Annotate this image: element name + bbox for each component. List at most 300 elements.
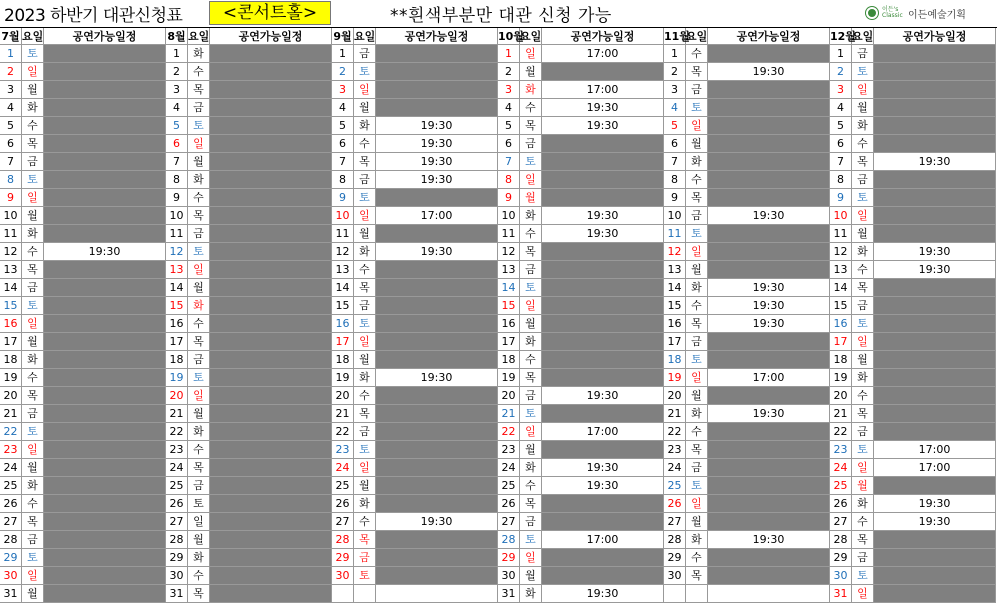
available-slot[interactable]: 19:30 — [542, 99, 664, 117]
month-column — [830, 28, 996, 603]
weekday-cell: 목 — [188, 207, 210, 225]
date-cell: 29 — [664, 549, 686, 567]
table-row — [830, 171, 996, 189]
unavailable-slot — [542, 261, 664, 279]
slot-header: 공연가능일정 — [44, 28, 166, 45]
weekday-cell: 월 — [686, 513, 708, 531]
table-row — [0, 477, 166, 495]
unavailable-slot — [44, 477, 166, 495]
date-cell: 16 — [498, 315, 520, 333]
table-row — [498, 531, 664, 549]
unavailable-slot — [874, 297, 996, 315]
weekday-cell: 금 — [852, 423, 874, 441]
date-cell: 1 — [332, 45, 354, 63]
available-slot[interactable]: 17:00 — [542, 531, 664, 549]
unavailable-slot — [210, 81, 332, 99]
unavailable-slot — [210, 171, 332, 189]
unavailable-slot — [708, 477, 830, 495]
date-cell: 15 — [498, 297, 520, 315]
table-row — [498, 423, 664, 441]
weekday-cell: 금 — [686, 207, 708, 225]
date-cell: 15 — [830, 297, 852, 315]
unavailable-slot — [210, 423, 332, 441]
date-cell: 4 — [498, 99, 520, 117]
unavailable-slot — [44, 567, 166, 585]
weekday-cell: 일 — [520, 171, 542, 189]
table-row — [664, 135, 830, 153]
table-row — [830, 189, 996, 207]
available-slot[interactable]: 17:00 — [708, 369, 830, 387]
available-slot[interactable]: 19:30 — [542, 207, 664, 225]
date-cell: 28 — [664, 531, 686, 549]
table-row — [498, 315, 664, 333]
unavailable-slot — [376, 477, 498, 495]
table-row — [332, 531, 498, 549]
date-cell: 6 — [664, 135, 686, 153]
date-cell: 30 — [830, 567, 852, 585]
weekday-cell: 수 — [520, 99, 542, 117]
date-cell: 6 — [498, 135, 520, 153]
month-header: 7월 — [0, 28, 22, 45]
table-row — [664, 171, 830, 189]
weekday-cell: 토 — [22, 297, 44, 315]
table-row — [0, 423, 166, 441]
unavailable-slot — [376, 99, 498, 117]
unavailable-slot — [874, 189, 996, 207]
date-cell: 6 — [0, 135, 22, 153]
table-row — [664, 477, 830, 495]
date-cell: 22 — [332, 423, 354, 441]
date-cell: 17 — [0, 333, 22, 351]
table-row — [166, 99, 332, 117]
unavailable-slot — [210, 63, 332, 81]
table-row — [0, 225, 166, 243]
table-row — [166, 63, 332, 81]
available-slot[interactable]: 19:30 — [376, 153, 498, 171]
table-row — [0, 369, 166, 387]
table-row — [166, 423, 332, 441]
weekday-cell: 일 — [852, 207, 874, 225]
table-row — [664, 63, 830, 81]
available-slot[interactable]: 19:30 — [708, 297, 830, 315]
weekday-cell: 목 — [188, 585, 210, 603]
weekday-cell: 화 — [686, 153, 708, 171]
table-row — [830, 549, 996, 567]
weekday-cell: 금 — [520, 513, 542, 531]
weekday-cell: 화 — [188, 549, 210, 567]
unavailable-slot — [210, 333, 332, 351]
table-row — [664, 99, 830, 117]
weekday-cell: 금 — [686, 81, 708, 99]
available-slot[interactable]: 19:30 — [874, 261, 996, 279]
table-row — [498, 585, 664, 603]
table-row — [830, 117, 996, 135]
date-cell: 10 — [664, 207, 686, 225]
date-cell: 27 — [830, 513, 852, 531]
available-slot[interactable]: 19:30 — [376, 243, 498, 261]
weekday-cell: 목 — [354, 531, 376, 549]
table-row — [0, 297, 166, 315]
table-row — [664, 549, 830, 567]
date-cell: 24 — [830, 459, 852, 477]
table-row — [332, 261, 498, 279]
weekday-cell: 목 — [852, 531, 874, 549]
weekday-cell: 월 — [520, 189, 542, 207]
weekday-cell: 일 — [686, 117, 708, 135]
table-row — [0, 531, 166, 549]
unavailable-slot — [708, 423, 830, 441]
slot-header: 공연가능일정 — [708, 28, 830, 45]
weekday-cell: 일 — [520, 423, 542, 441]
table-row — [0, 207, 166, 225]
table-row — [830, 567, 996, 585]
available-slot[interactable] — [708, 585, 830, 603]
date-cell: 2 — [0, 63, 22, 81]
weekday-cell: 금 — [354, 171, 376, 189]
available-slot[interactable]: 19:30 — [542, 225, 664, 243]
date-cell: 7 — [166, 153, 188, 171]
weekday-cell: 토 — [852, 63, 874, 81]
date-cell: 3 — [498, 81, 520, 99]
date-cell: 5 — [332, 117, 354, 135]
available-slot[interactable]: 17:00 — [874, 441, 996, 459]
weekday-cell: 일 — [852, 459, 874, 477]
date-cell: 25 — [0, 477, 22, 495]
date-cell: 6 — [166, 135, 188, 153]
date-cell: 3 — [830, 81, 852, 99]
table-row — [332, 387, 498, 405]
date-cell: 16 — [166, 315, 188, 333]
unavailable-slot — [210, 243, 332, 261]
table-row — [166, 297, 332, 315]
weekday-cell: 수 — [188, 63, 210, 81]
date-cell: 16 — [830, 315, 852, 333]
date-cell: 21 — [498, 405, 520, 423]
date-cell: 30 — [0, 567, 22, 585]
table-row — [664, 81, 830, 99]
weekday-cell: 금 — [22, 279, 44, 297]
weekday-cell: 수 — [188, 567, 210, 585]
weekday-cell: 수 — [520, 351, 542, 369]
weekday-cell: 화 — [686, 405, 708, 423]
table-row — [166, 333, 332, 351]
weekday-cell: 일 — [188, 387, 210, 405]
unavailable-slot — [708, 567, 830, 585]
weekday-cell: 목 — [354, 153, 376, 171]
date-cell: 16 — [332, 315, 354, 333]
table-row — [332, 585, 498, 603]
table-row — [830, 333, 996, 351]
table-row — [0, 243, 166, 261]
logo-mark-icon — [866, 7, 878, 19]
weekday-cell: 화 — [686, 531, 708, 549]
weekday-cell: 화 — [188, 45, 210, 63]
date-cell: 13 — [166, 261, 188, 279]
date-cell: 1 — [830, 45, 852, 63]
unavailable-slot — [874, 387, 996, 405]
table-row — [498, 189, 664, 207]
unavailable-slot — [874, 585, 996, 603]
unavailable-slot — [44, 369, 166, 387]
unavailable-slot — [708, 441, 830, 459]
weekday-cell: 토 — [686, 351, 708, 369]
unavailable-slot — [874, 351, 996, 369]
table-row — [166, 45, 332, 63]
table-row — [166, 405, 332, 423]
unavailable-slot — [542, 153, 664, 171]
available-slot[interactable]: 19:30 — [542, 477, 664, 495]
date-cell: 19 — [0, 369, 22, 387]
weekday-cell: 월 — [354, 351, 376, 369]
weekday-cell: 토 — [354, 567, 376, 585]
table-row — [498, 477, 664, 495]
weekday-cell: 일 — [852, 585, 874, 603]
weekday-cell: 목 — [852, 405, 874, 423]
date-cell: 8 — [830, 171, 852, 189]
table-row — [332, 279, 498, 297]
table-row — [498, 81, 664, 99]
unavailable-slot — [542, 549, 664, 567]
available-slot[interactable]: 19:30 — [542, 387, 664, 405]
available-slot[interactable]: 19:30 — [874, 243, 996, 261]
available-slot[interactable]: 19:30 — [376, 171, 498, 189]
table-row — [332, 405, 498, 423]
date-cell: 17 — [332, 333, 354, 351]
available-slot[interactable]: 19:30 — [874, 495, 996, 513]
weekday-cell: 토 — [852, 567, 874, 585]
table-row — [166, 171, 332, 189]
date-cell: 3 — [332, 81, 354, 99]
weekday-cell: 화 — [354, 117, 376, 135]
unavailable-slot — [874, 117, 996, 135]
table-row — [332, 243, 498, 261]
table-row — [498, 171, 664, 189]
company-logo — [866, 4, 966, 22]
table-row — [0, 567, 166, 585]
weekday-cell: 토 — [520, 531, 542, 549]
unavailable-slot — [542, 333, 664, 351]
unavailable-slot — [44, 351, 166, 369]
weekday-cell: 수 — [354, 261, 376, 279]
day-header: 요일 — [686, 30, 708, 43]
date-cell: 9 — [166, 189, 188, 207]
available-slot[interactable]: 19:30 — [708, 207, 830, 225]
unavailable-slot — [708, 171, 830, 189]
table-row — [830, 63, 996, 81]
unavailable-slot — [44, 81, 166, 99]
unavailable-slot — [44, 387, 166, 405]
available-slot[interactable]: 19:30 — [542, 117, 664, 135]
table-row — [332, 441, 498, 459]
weekday-cell: 목 — [852, 279, 874, 297]
date-cell: 12 — [166, 243, 188, 261]
available-slot[interactable]: 17:00 — [542, 45, 664, 63]
weekday-cell: 수 — [22, 369, 44, 387]
available-slot[interactable]: 19:30 — [708, 531, 830, 549]
table-row — [830, 261, 996, 279]
available-slot[interactable]: 19:30 — [376, 117, 498, 135]
available-slot[interactable] — [376, 585, 498, 603]
date-cell: 8 — [0, 171, 22, 189]
unavailable-slot — [708, 117, 830, 135]
available-slot[interactable]: 17:00 — [376, 207, 498, 225]
unavailable-slot — [376, 81, 498, 99]
weekday-cell: 일 — [520, 45, 542, 63]
unavailable-slot — [874, 99, 996, 117]
weekday-cell: 토 — [188, 243, 210, 261]
date-cell: 5 — [0, 117, 22, 135]
date-cell: 21 — [830, 405, 852, 423]
date-cell: 15 — [0, 297, 22, 315]
table-row — [664, 423, 830, 441]
date-cell: 30 — [498, 567, 520, 585]
table-row — [166, 225, 332, 243]
available-slot[interactable]: 19:30 — [376, 135, 498, 153]
table-row — [166, 441, 332, 459]
available-slot[interactable]: 19:30 — [708, 279, 830, 297]
date-cell: 26 — [0, 495, 22, 513]
weekday-cell: 목 — [686, 567, 708, 585]
table-row — [498, 297, 664, 315]
available-slot[interactable]: 19:30 — [874, 153, 996, 171]
date-cell: 25 — [664, 477, 686, 495]
date-cell: 13 — [498, 261, 520, 279]
available-slot[interactable]: 19:30 — [708, 315, 830, 333]
unavailable-slot — [708, 513, 830, 531]
available-slot[interactable]: 19:30 — [376, 513, 498, 531]
date-cell: 23 — [830, 441, 852, 459]
available-slot[interactable]: 17:00 — [874, 459, 996, 477]
weekday-cell: 목 — [188, 333, 210, 351]
table-row — [830, 297, 996, 315]
table-row — [498, 207, 664, 225]
weekday-cell: 일 — [520, 297, 542, 315]
table-row — [166, 207, 332, 225]
weekday-cell: 화 — [22, 351, 44, 369]
unavailable-slot — [708, 189, 830, 207]
date-cell: 2 — [498, 63, 520, 81]
date-cell: 18 — [498, 351, 520, 369]
table-row — [0, 351, 166, 369]
unavailable-slot — [44, 405, 166, 423]
table-row — [166, 459, 332, 477]
date-cell: 19 — [830, 369, 852, 387]
weekday-cell: 일 — [686, 495, 708, 513]
unavailable-slot — [44, 531, 166, 549]
weekday-cell: 월 — [22, 333, 44, 351]
date-cell: 5 — [498, 117, 520, 135]
weekday-cell: 목 — [22, 135, 44, 153]
date-cell: 14 — [830, 279, 852, 297]
date-cell: 20 — [664, 387, 686, 405]
unavailable-slot — [44, 495, 166, 513]
date-cell: 24 — [166, 459, 188, 477]
weekday-cell: 화 — [354, 495, 376, 513]
unavailable-slot — [376, 315, 498, 333]
weekday-cell: 금 — [188, 351, 210, 369]
table-row — [830, 423, 996, 441]
weekday-cell: 목 — [354, 405, 376, 423]
weekday-cell: 일 — [22, 567, 44, 585]
table-row — [664, 333, 830, 351]
table-row — [166, 531, 332, 549]
weekday-cell: 수 — [22, 495, 44, 513]
weekday-cell: 화 — [686, 279, 708, 297]
unavailable-slot — [210, 207, 332, 225]
table-row — [0, 459, 166, 477]
weekday-cell: 화 — [22, 99, 44, 117]
date-cell: 11 — [0, 225, 22, 243]
unavailable-slot — [210, 567, 332, 585]
unavailable-slot — [874, 531, 996, 549]
weekday-cell: 일 — [686, 243, 708, 261]
unavailable-slot — [210, 405, 332, 423]
logo-subtitle: 이든's Classic — [882, 6, 903, 19]
table-row — [0, 333, 166, 351]
date-cell: 1 — [498, 45, 520, 63]
available-slot[interactable]: 19:30 — [542, 459, 664, 477]
table-row — [664, 315, 830, 333]
table-row — [166, 153, 332, 171]
unavailable-slot — [376, 387, 498, 405]
table-row — [166, 549, 332, 567]
unavailable-slot — [210, 459, 332, 477]
weekday-cell: 수 — [686, 549, 708, 567]
table-row — [0, 387, 166, 405]
available-slot[interactable]: 19:30 — [376, 369, 498, 387]
table-row — [498, 459, 664, 477]
available-slot[interactable]: 17:00 — [542, 423, 664, 441]
table-row — [664, 441, 830, 459]
table-row — [0, 45, 166, 63]
unavailable-slot — [708, 81, 830, 99]
date-cell: 18 — [332, 351, 354, 369]
weekday-cell: 금 — [852, 549, 874, 567]
table-row — [0, 63, 166, 81]
weekday-cell: 토 — [22, 549, 44, 567]
available-slot[interactable]: 19:30 — [874, 513, 996, 531]
date-cell: 12 — [830, 243, 852, 261]
unavailable-slot — [874, 477, 996, 495]
weekday-cell: 금 — [354, 549, 376, 567]
weekday-cell: 토 — [188, 369, 210, 387]
available-slot[interactable]: 17:00 — [542, 81, 664, 99]
table-row — [664, 495, 830, 513]
available-slot[interactable]: 19:30 — [542, 585, 664, 603]
table-row — [664, 513, 830, 531]
table-row — [0, 189, 166, 207]
available-slot[interactable]: 19:30 — [708, 405, 830, 423]
available-slot[interactable]: 19:30 — [708, 63, 830, 81]
unavailable-slot — [542, 297, 664, 315]
available-slot[interactable]: 19:30 — [44, 243, 166, 261]
day-header: 요일 — [188, 30, 210, 43]
date-cell: 21 — [0, 405, 22, 423]
date-cell: 12 — [0, 243, 22, 261]
date-cell: 21 — [664, 405, 686, 423]
table-row — [0, 99, 166, 117]
table-row — [0, 405, 166, 423]
weekday-cell: 토 — [22, 45, 44, 63]
unavailable-slot — [874, 45, 996, 63]
date-cell: 29 — [0, 549, 22, 567]
unavailable-slot — [376, 567, 498, 585]
table-row — [332, 333, 498, 351]
table-row — [332, 189, 498, 207]
weekday-cell: 토 — [852, 441, 874, 459]
weekday-cell: 일 — [354, 459, 376, 477]
unavailable-slot — [376, 189, 498, 207]
